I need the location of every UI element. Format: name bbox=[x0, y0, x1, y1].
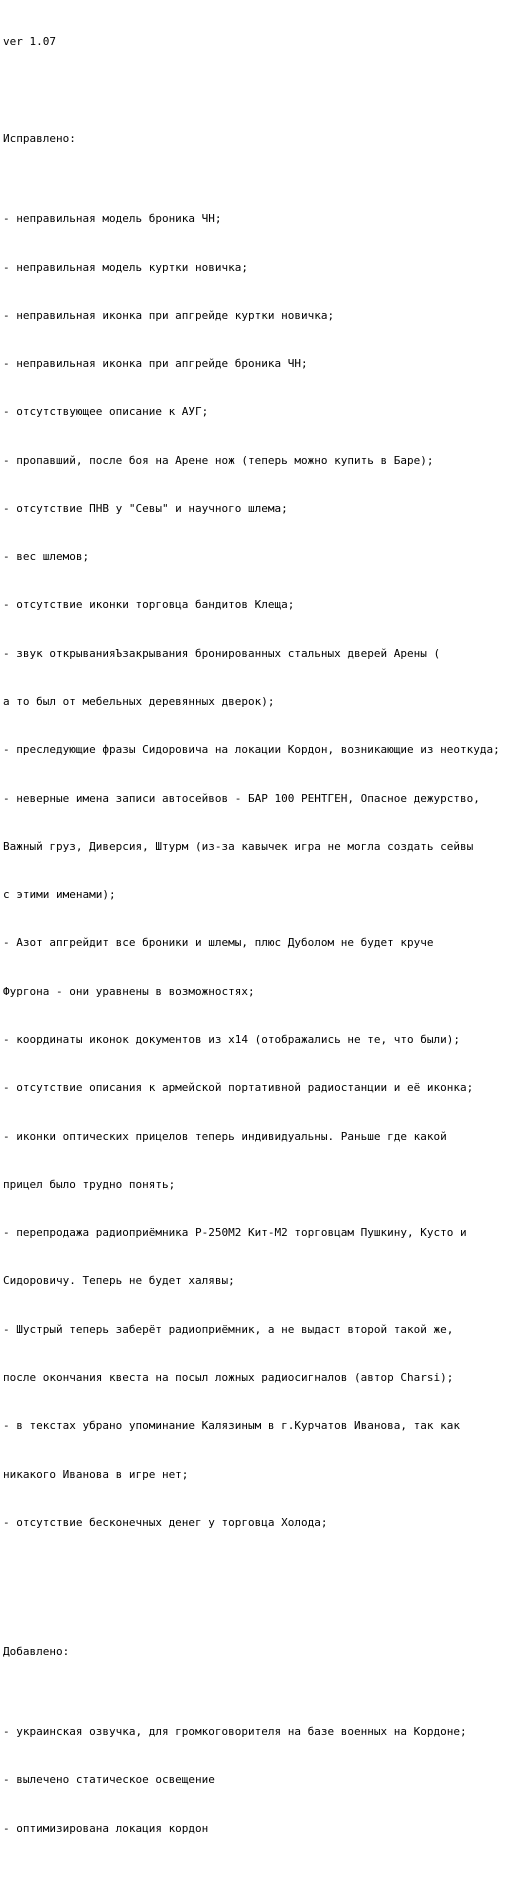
fixed-item: - звук открыванияЪзакрывания бронированных стальных дверей Арены ( bbox=[3, 646, 441, 660]
fixed-item: - перепродажа радиоприёмника Р-250М2 Кит-М2 торговцам Пушкину, Кусто и bbox=[3, 1226, 467, 1240]
added-item: - украинская озвучка, для громкоговорителя на базе военных на Кордоне; bbox=[3, 1725, 467, 1739]
fixed-item: - неправильная модель броника ЧН; bbox=[3, 212, 222, 226]
fixed-item: - отсутствие бесконечных денег у торговца Холода; bbox=[3, 1515, 328, 1529]
fixed-item: - неправильная иконка при апгрейде броника ЧН; bbox=[3, 357, 308, 371]
fixed-item-continuation: Сидоровичу. Теперь не будет халявы; bbox=[3, 1274, 235, 1288]
fixed-item: - отсутствие описания к армейской портативной радиостанции и её иконка; bbox=[3, 1081, 474, 1095]
fixed-item: - Шустрый теперь заберёт радиоприёмник, а не выдаст второй такой же, bbox=[3, 1322, 454, 1336]
fixed-item-continuation: после окончания квеста на посыл ложных радиосигналов (автор Charsi); bbox=[3, 1370, 454, 1384]
fixed-section-header: Исправлено: bbox=[3, 131, 76, 145]
added-item: - оптимизирована локация кордон bbox=[3, 1821, 209, 1835]
fixed-item: - координаты иконок документов из х14 (отображались не те, что были); bbox=[3, 1033, 460, 1046]
fixed-item: - вес шлемов; bbox=[3, 550, 90, 564]
fixed-item: - неправильная иконка при апгрейде куртки новичка; bbox=[3, 308, 335, 322]
fixed-item: - Азот апгрейдит все броники и шлемы, плюс Дуболом не будет круче bbox=[3, 936, 434, 950]
fixed-item: - в текстах убрано упоминание Калязиным в г.Курчатов Иванова, так как bbox=[3, 1419, 460, 1433]
blank-line bbox=[3, 1595, 529, 1611]
blank-line bbox=[3, 82, 529, 98]
added-section-header: Добавлено: bbox=[3, 1644, 70, 1658]
fixed-item: - отсутствующее описание к АУГ; bbox=[3, 405, 209, 419]
fixed-item: - неверные имена записи автосейвов - БАР 100 РЕНТГЕН, Опасное дежурство, bbox=[3, 791, 480, 805]
added-item: - вылечено статическое освещение bbox=[3, 1773, 215, 1787]
fixed-list bbox=[3, 179, 529, 1563]
added-list bbox=[3, 1692, 529, 1869]
fixed-item-continuation: с этими именами); bbox=[3, 888, 116, 902]
fixed-item-continuation: никакого Иванова в игре нет; bbox=[3, 1467, 189, 1481]
fixed-item: - отсутствие иконки торговца бандитов Клеща; bbox=[3, 598, 295, 612]
fixed-item: - иконки оптических прицелов теперь индивидуальны. Раньше где какой bbox=[3, 1129, 447, 1143]
fixed-item: - неправильная модель куртки новичка; bbox=[3, 260, 249, 274]
fixed-item: - отсутствие ПНВ у "Севы" и научного шлема; bbox=[3, 501, 288, 515]
fixed-item-continuation: прицел было трудно понять; bbox=[3, 1177, 176, 1191]
fixed-item-continuation: Фургона - они уравнены в возможностях; bbox=[3, 984, 255, 998]
fixed-item: - пропавший, после боя на Арене нож (теперь можно купить в Баре); bbox=[3, 453, 434, 467]
fixed-item-continuation: а то был от мебельных деревянных дверок); bbox=[3, 695, 275, 709]
fixed-item: - преследующие фразы Сидоровича на локации Кордон, возникающие из неоткуда; bbox=[3, 743, 500, 757]
version-line: ver 1.07 bbox=[3, 35, 56, 49]
fixed-item-continuation: Важный груз, Диверсия, Штурм (из-за кавычек игра не могла создать сейвы bbox=[3, 839, 474, 853]
